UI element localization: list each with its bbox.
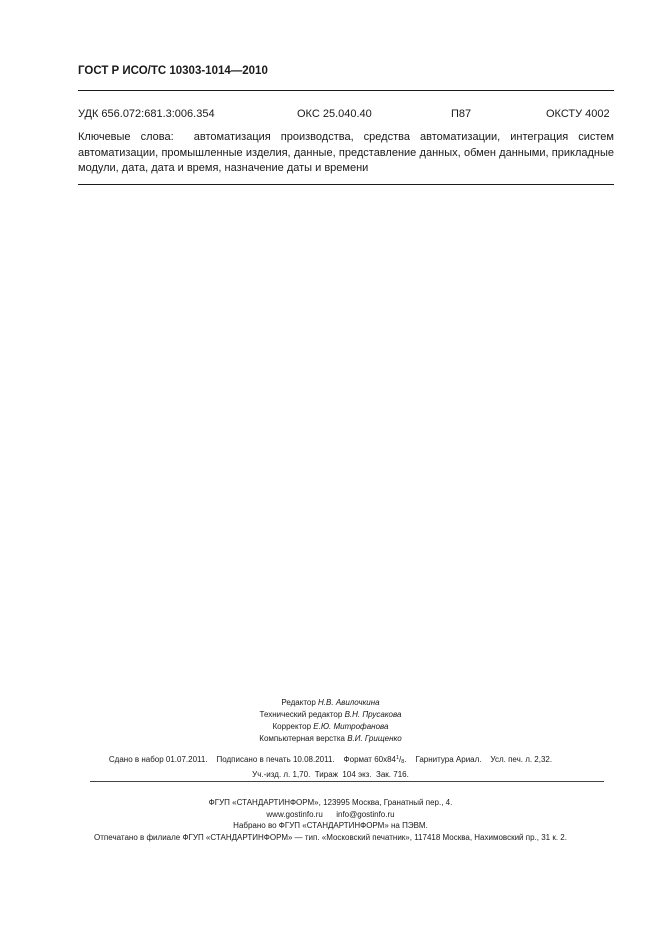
credit-layout: Компьютерная верстка В.И. Грищенко [259, 734, 402, 743]
credit-corrector: Корректор Е.Ю. Митрофанова [272, 722, 389, 731]
print-info-line2: Уч.-изд. л. 1,70. Тираж 104 экз. Зак. 716. [252, 769, 409, 779]
okstu-code: ОКСТУ 4002 [546, 108, 610, 120]
print-info-block [0, 753, 661, 780]
publisher-address: ФГУП «СТАНДАРТИНФОРМ», 123995 Москва, Гранатный пер., 4. [208, 798, 453, 807]
publisher-contacts [0, 809, 661, 821]
credit-tech-editor: Технический редактор В.Н. Прусакова [259, 710, 402, 719]
credit-editor: Редактор Н.В. Авилочкина [281, 698, 380, 707]
publisher-website: www.gostinfo.ru [266, 809, 323, 819]
print-info-line1: Сдано в набор 01.07.2011. Подписано в печать 10.08.2011. Формат $60x84^1/_8$. Гарнитура Ариал. Усл. печ. л. 2,32. [108, 755, 553, 765]
keywords-paragraph [78, 130, 614, 177]
oks-code: ОКС 25.040.40 [297, 108, 372, 120]
publisher-block [0, 797, 661, 843]
keywords-text: автоматизация производства, средства автоматизации, интеграция систем автоматизации, промышленные изделия, данные, представление данных, обмен данными, прикладные модули, дата, дата и время, назначение даты и времени [78, 131, 614, 174]
document-code: ГОСТ Р ИСО/ТС 10303-1014—2010 [78, 65, 268, 77]
p-code: П87 [451, 108, 472, 120]
publisher-rule [90, 781, 604, 782]
publisher-typeset: Набрано во ФГУП «СТАНДАРТИНФОРМ» на ПЭВМ. [233, 821, 428, 830]
udk-code: УДК 656.072:681.3:006.354 [78, 108, 215, 120]
keywords-rule [78, 184, 614, 185]
top-rule [78, 90, 614, 91]
publisher-email: info@gostinfo.ru [336, 809, 395, 819]
publisher-printed: Отпечатано в филиале ФГУП «СТАНДАРТИНФОРМ» — тип. «Московский печатник», 117418 Москва, Нахимовский пр., 31 к. 2. [94, 832, 567, 842]
keywords-label: Ключевые слова: [78, 131, 174, 143]
credits-block [0, 697, 661, 745]
